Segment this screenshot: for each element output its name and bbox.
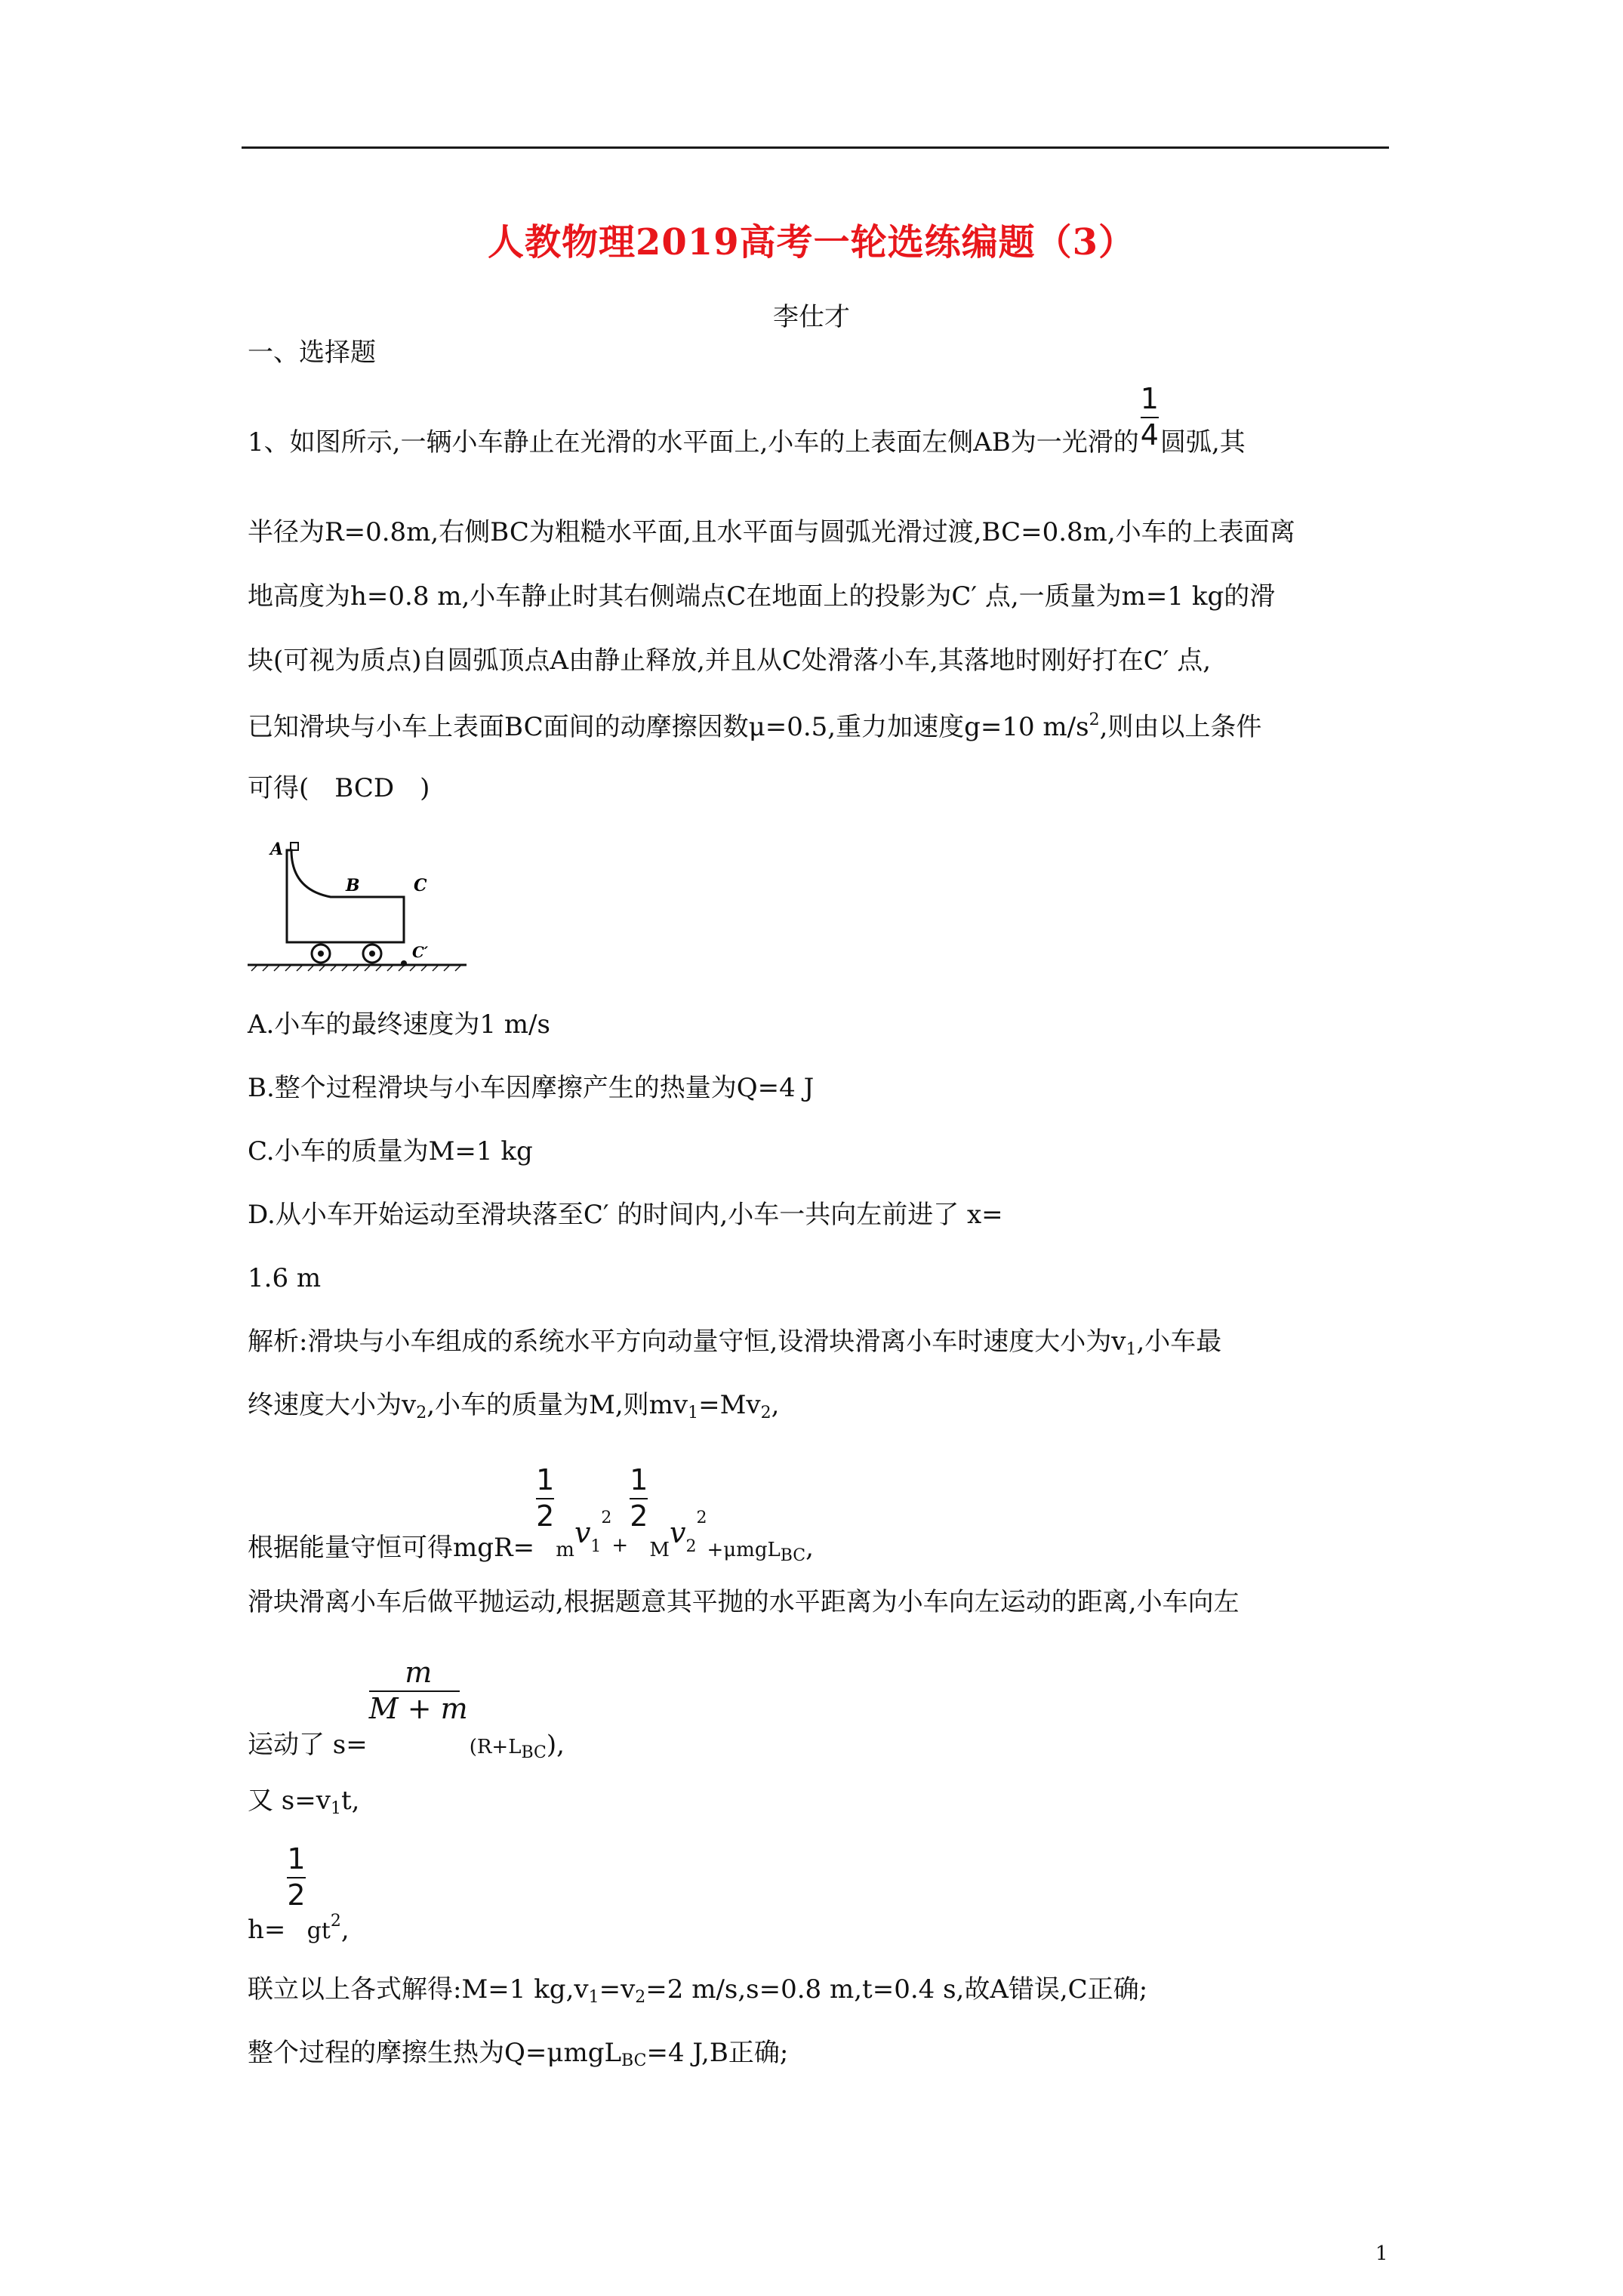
q1-line-2: 半径为R=0.8m,右侧BC为粗糙水平面,且水平面与圆弧光滑过渡,BC=0.8m,小车的上表面离: [248, 517, 1295, 547]
page-number: 1: [1375, 2242, 1388, 2265]
option-b: B.整个过程滑块与小车因摩擦产生的热量为Q=4 J: [248, 1073, 815, 1103]
header-rule: [242, 146, 1389, 149]
label-c: C: [414, 876, 427, 895]
q1-line-3: 地高度为h=0.8 m,小车静止时其右侧端点C在地面上的投影为C′ 点,一质量为m=1 kg的滑: [248, 581, 1276, 612]
fraction-half-3: $\frac{1}{2}$: [287, 1842, 306, 1912]
label-a: A: [270, 840, 284, 859]
cart-body: [287, 850, 404, 942]
analysis-line-5: 联立以上各式解得:M=1 $kg,v_1=v_2=2$ m/s,s=0.8 m,t=0.4 s,故A错误,C正确;: [248, 1974, 1148, 2007]
q1-line-4: 块(可视为质点)自圆弧顶点A由静止释放,并且从C处滑落小车,其落地时刚好打在C′ 点,: [248, 646, 1212, 676]
cart-diagram: [248, 829, 474, 983]
option-c: C.小车的质量为M=1 kg: [248, 1136, 533, 1166]
analysis-line-4: 又 $s=v_1t$,: [248, 1786, 360, 1818]
author: 李仕才: [773, 302, 850, 332]
option-a: A.小车的最终速度为1 m/s: [248, 1009, 550, 1040]
section-heading: 一、选择题: [248, 337, 376, 368]
page-title: 人教物理2019高考一轮选练编题（3）: [488, 221, 1135, 264]
analysis-line-1: 解析:滑块与小车组成的系统水平方向动量守恒,设滑块滑离小车时速度大小为$v_1$,小车最: [248, 1327, 1222, 1359]
height-equation: h= $\frac{1}{2}$ $gt_2$,: [248, 1842, 350, 1945]
fraction-mass-ratio: $\frac{m}{M + m}$: [368, 1656, 468, 1725]
point-c-prime: [401, 960, 407, 966]
distance-equation: 运动了 s= $\frac{m}{M + m}$ $_{(R+LBC}$),: [248, 1656, 565, 1762]
energy-equation: 根据能量守恒可得mgR= $\frac{1}{2}$ $_mv_1^2_+$ $\frac{1}{2}$ $_Mv_2^2_{+\mu mgLBC}$,: [248, 1463, 814, 1565]
q1-line-5: 已知滑块与小车上表面BC面间的动摩擦因数μ=0.5,重力加速度g=10 $m/s^2$,则由以上条件: [248, 710, 1262, 742]
analysis-line-2: 终速度大小为$v_2$,小车的质量为M,则$mv_1=Mv_2$,: [248, 1390, 780, 1422]
option-d: D.从小车开始运动至滑块落至C′ 的时间内,小车一共向左前进了 x=: [248, 1200, 1003, 1230]
analysis-line-3: 滑块滑离小车后做平抛运动,根据题意其平抛的水平距离为小车向左运动的距离,小车向左: [248, 1587, 1240, 1617]
analysis-line-6: 整个过程的摩擦生热为Q=μmgL$_{BC}$=4 J,B正确;: [248, 2038, 789, 2070]
fraction-half-2: $\frac{1}{2}$: [630, 1463, 648, 1533]
q1-line-6: 可得( BCD ): [248, 773, 430, 803]
fraction-one-quarter: $\frac{1}{4}$: [1140, 382, 1159, 451]
label-c-prime: C′: [412, 943, 429, 961]
label-b: B: [346, 876, 360, 895]
option-d-cont: 1.6 m: [248, 1263, 322, 1293]
fraction-half: $\frac{1}{2}$: [536, 1463, 555, 1533]
q1-line-1: 1、如图所示,一辆小车静止在光滑的水平面上,小车的上表面左侧AB为一光滑的 $\frac{1}{4}$ 圆弧,其: [248, 382, 1246, 458]
